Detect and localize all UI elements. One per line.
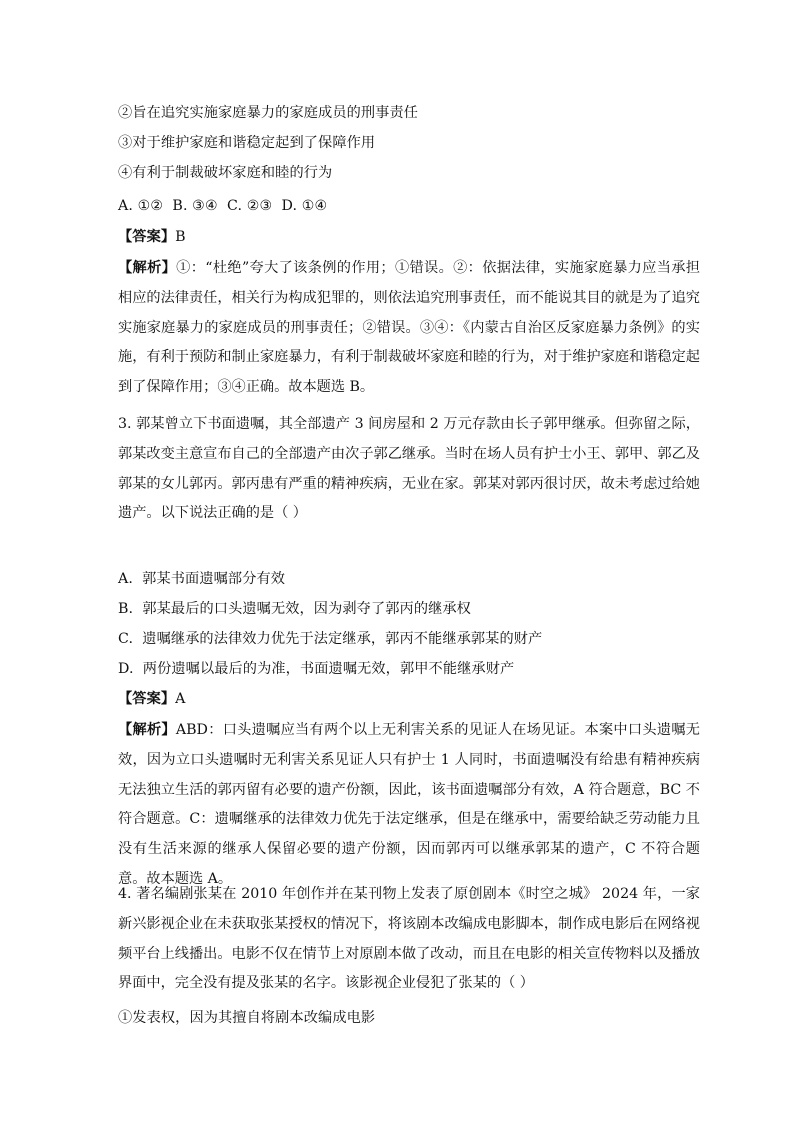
q3-analysis <box>118 716 700 895</box>
q2-option-2: ②旨在追究实施家庭暴力的家庭成员的刑事责任 <box>118 105 419 121</box>
q3-answer <box>118 689 698 709</box>
q4-option-1: ①发表权，因为其擅自将剧本改编成电影 <box>118 1010 376 1026</box>
q3-stem: 3. 郭某曾立下书面遗嘱，其全部遗产 3 间房屋和 2 万元存款由长子郭甲继承。但弥留之际，郭某改变主意宣布自己的全部遗产由次子郭乙继承。当时在场人员有护士小王、郭甲、郭乙及郭某的女儿郭丙。郭丙患有严重的精神疾病，无业在家。郭某对郭丙很讨厌，故未考虑过给她遗产。以下说法正确的是（ ） <box>118 416 700 522</box>
answer-value: B <box>175 229 186 245</box>
q4-stem: 4. 著名编剧张某在 2010 年创作并在某刊物上发表了原创剧本《时空之城》 2024 年，一家新兴影视企业在未获取张某授权的情况下，将该剧本改编成电影脚本，制作成电影后在网络视频平台上线播出。电影不仅在情节上对原剧本做了改动，而且在电影的相关宣传物料以及播放界面中，完全没有提及张某的名字。该影视企业侵犯了张某的（ ） <box>118 886 700 992</box>
answer-label: 【答案】 <box>118 691 176 707</box>
q2-option-3: ③对于维护家庭和谐稳定起到了保障作用 <box>118 135 376 151</box>
answer-label: 【答案】 <box>118 229 176 245</box>
analysis-label: 【解析】 <box>118 722 176 738</box>
analysis-text: ABD：口头遗嘱应当有两个以上无利害关系的见证人在场见证。本案中口头遗嘱无效，因为立口头遗嘱时无利害关系见证人只有护士 1 人同时，书面遗嘱没有给患有精神疾病无法独立生活的郭丙留有必要的遗产份额，因此，该书面遗嘱部分有效，A 符合题意，BC 不符合题意。C：遗嘱继承的法律效力优先于法定继承，但是在继承中，需要给缺乏劳动能力且没有生活来源的继承人保留必要的遗产份额，因而郭丙可以继承郭某的遗产，C 不符合题意。故本题选 A。 <box>118 722 700 887</box>
analysis-label: 【解析】 <box>118 260 177 276</box>
q2-answer <box>118 227 698 247</box>
q2-choices: A. ①② B. ③④ C. ②③ D. ①④ <box>118 198 328 214</box>
q3-option-a: A. 郭某书面遗嘱部分有效 <box>118 571 286 587</box>
q3-option-d: D. 两份遗嘱以最后的为准，书面遗嘱无效，郭甲不能继承财产 <box>118 661 515 677</box>
q3-option-b: B. 郭某最后的口头遗嘱无效，因为剥夺了郭丙的继承权 <box>118 601 471 617</box>
q2-option-4: ④有利于制裁破坏家庭和睦的行为 <box>118 165 333 181</box>
q2-analysis <box>118 254 700 403</box>
q3-option-c: C. 遗嘱继承的法律效力优先于法定继承，郭丙不能继承郭某的财产 <box>118 631 543 647</box>
answer-value: A <box>175 691 186 707</box>
analysis-text: ①：“杜绝”夸大了该条例的作用；①错误。②：依据法律，实施家庭暴力应当承担相应的法律责任，相关行为构成犯罪的，则依法追究刑事责任，而不能说其目的就是为了追究实施家庭暴力的家庭成员的刑事责任；②错误。③④：《内蒙古自治区反家庭暴力条例》的实施，有利于预防和制止家庭暴力，有利于制裁破坏家庭和睦的行为，对于维护家庭和谐稳定起到了保障作用；③④正确。故本题选 B。 <box>118 260 700 396</box>
